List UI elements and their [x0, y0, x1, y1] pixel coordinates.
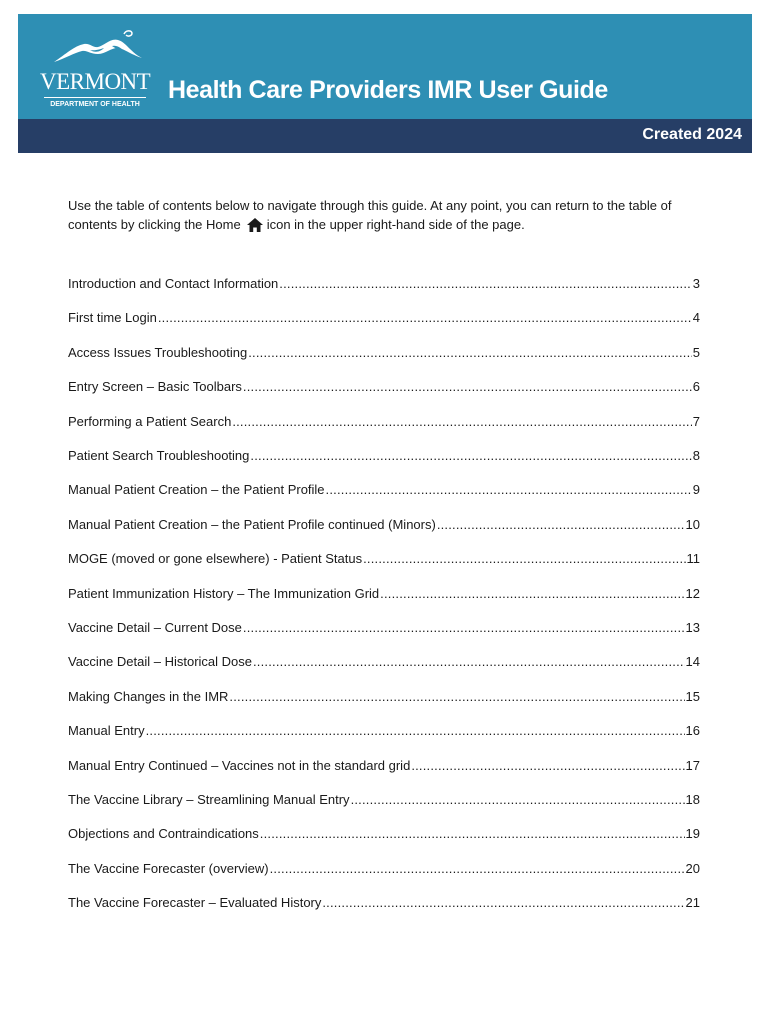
toc-entry-title: MOGE (moved or gone elsewhere) - Patient Status — [68, 551, 363, 567]
toc-entry[interactable] — [68, 412, 700, 432]
toc-entry-page: 9 — [692, 482, 700, 498]
toc-dot-leader — [250, 446, 691, 466]
toc-dot-leader — [326, 480, 692, 500]
toc-dot-leader — [380, 584, 684, 604]
toc-dot-leader — [437, 515, 685, 535]
toc-dot-leader — [253, 652, 685, 672]
toc-entry-page: 4 — [692, 310, 700, 326]
logo-subtitle: DEPARTMENT OF HEALTH — [50, 101, 140, 108]
toc-entry[interactable] — [68, 790, 700, 810]
toc-dot-leader — [411, 756, 684, 776]
toc-entry-page: 19 — [685, 826, 700, 842]
toc-entry-page: 13 — [685, 620, 700, 635]
toc-entry-title: Vaccine Detail – Current Dose — [68, 620, 242, 635]
toc-entry-page: 16 — [685, 723, 700, 739]
toc-dot-leader — [146, 721, 685, 741]
toc-entry[interactable] — [68, 446, 700, 466]
toc-entry[interactable] — [68, 756, 700, 776]
toc-entry-page: 12 — [685, 585, 700, 601]
toc-entry[interactable] — [68, 377, 700, 397]
toc-dot-leader — [232, 412, 691, 432]
toc-entry-title: Performing a Patient Search — [68, 413, 232, 429]
logo-wordmark: VERMONT — [40, 69, 151, 94]
toc-dot-leader — [279, 274, 691, 294]
toc-entry-title: Patient Immunization History – The Immunization Grid — [68, 585, 380, 601]
toc-dot-leader — [322, 893, 684, 913]
toc-entry[interactable] — [68, 618, 700, 638]
toc-entry-title: Vaccine Detail – Historical Dose — [68, 654, 252, 670]
document-title: Health Care Providers IMR User Guide — [168, 76, 608, 104]
home-icon — [247, 218, 263, 237]
toc-entry[interactable] — [68, 721, 700, 741]
toc-entry-page: 7 — [692, 413, 700, 429]
toc-dot-leader — [270, 859, 685, 879]
header-banner — [18, 14, 752, 153]
toc-entry-page: 17 — [685, 757, 700, 773]
mountain-logo-icon — [40, 24, 150, 70]
toc-entry-page: 20 — [685, 860, 700, 876]
vermont-health-logo — [40, 24, 150, 112]
toc-entry[interactable] — [68, 652, 700, 672]
toc-entry-title: Manual Patient Creation – the Patient Profile continued (Minors) — [68, 516, 436, 532]
toc-entry-title: Patient Search Troubleshooting — [68, 448, 250, 463]
toc-dot-leader — [260, 824, 685, 844]
toc-entry-page: 3 — [692, 276, 700, 291]
toc-entry-title: The Vaccine Library – Streamlining Manual Entry — [68, 792, 350, 807]
toc-entry[interactable] — [68, 308, 700, 328]
toc-entry-page: 6 — [692, 379, 700, 395]
toc-entry-page: 11 — [686, 551, 700, 567]
toc-dot-leader — [351, 790, 685, 810]
toc-entry[interactable] — [68, 824, 700, 844]
toc-entry-page: 10 — [685, 516, 700, 532]
toc-entry-title: Introduction and Contact Information — [68, 276, 279, 291]
toc-entry-title: Access Issues Troubleshooting — [68, 344, 248, 360]
toc-dot-leader — [243, 377, 692, 397]
toc-dot-leader — [248, 343, 692, 363]
toc-entry-title: Manual Entry Continued – Vaccines not in the standard grid — [68, 757, 411, 773]
toc-entry-title: The Vaccine Forecaster – Evaluated History — [68, 895, 322, 911]
toc-dot-leader — [158, 308, 692, 328]
toc-entry-title: First time Login — [68, 310, 157, 326]
toc-entry-page: 15 — [685, 688, 700, 704]
toc-entry[interactable] — [68, 515, 700, 535]
toc-entry[interactable] — [68, 549, 700, 569]
toc-entry-title: Objections and Contraindications — [68, 826, 259, 842]
toc-entry-page: 8 — [692, 448, 700, 463]
toc-entry[interactable] — [68, 687, 700, 707]
toc-entry[interactable] — [68, 584, 700, 604]
toc-entry-title: The Vaccine Forecaster (overview) — [68, 860, 269, 876]
toc-dot-leader — [229, 687, 684, 707]
toc-entry-page: 5 — [692, 344, 700, 360]
toc-entry-title: Manual Patient Creation – the Patient Profile — [68, 482, 325, 498]
created-year: Created 2024 — [642, 126, 742, 143]
toc-entry-title: Manual Entry — [68, 723, 145, 739]
logo-divider — [44, 97, 146, 98]
toc-entry-page: 18 — [685, 792, 700, 807]
intro-paragraph — [68, 196, 708, 237]
toc-entry[interactable] — [68, 274, 700, 294]
toc-entry-title: Entry Screen – Basic Toolbars — [68, 379, 242, 395]
toc-entry-title: Making Changes in the IMR — [68, 688, 229, 704]
toc-entry[interactable] — [68, 343, 700, 363]
toc-entry[interactable] — [68, 893, 700, 913]
toc-dot-leader — [243, 618, 685, 638]
toc-entry[interactable] — [68, 480, 700, 500]
intro-text-end: icon in the upper right-hand side of the page. — [266, 217, 525, 232]
intro-text-start: Use the table of contents below to navigate through this guide. At any point, you can return to the table of contents by clicking the Home — [68, 198, 672, 232]
toc-entry-page: 14 — [685, 654, 700, 670]
toc-entry[interactable] — [68, 859, 700, 879]
toc-entry-page: 21 — [685, 895, 700, 911]
toc-dot-leader — [363, 549, 685, 569]
